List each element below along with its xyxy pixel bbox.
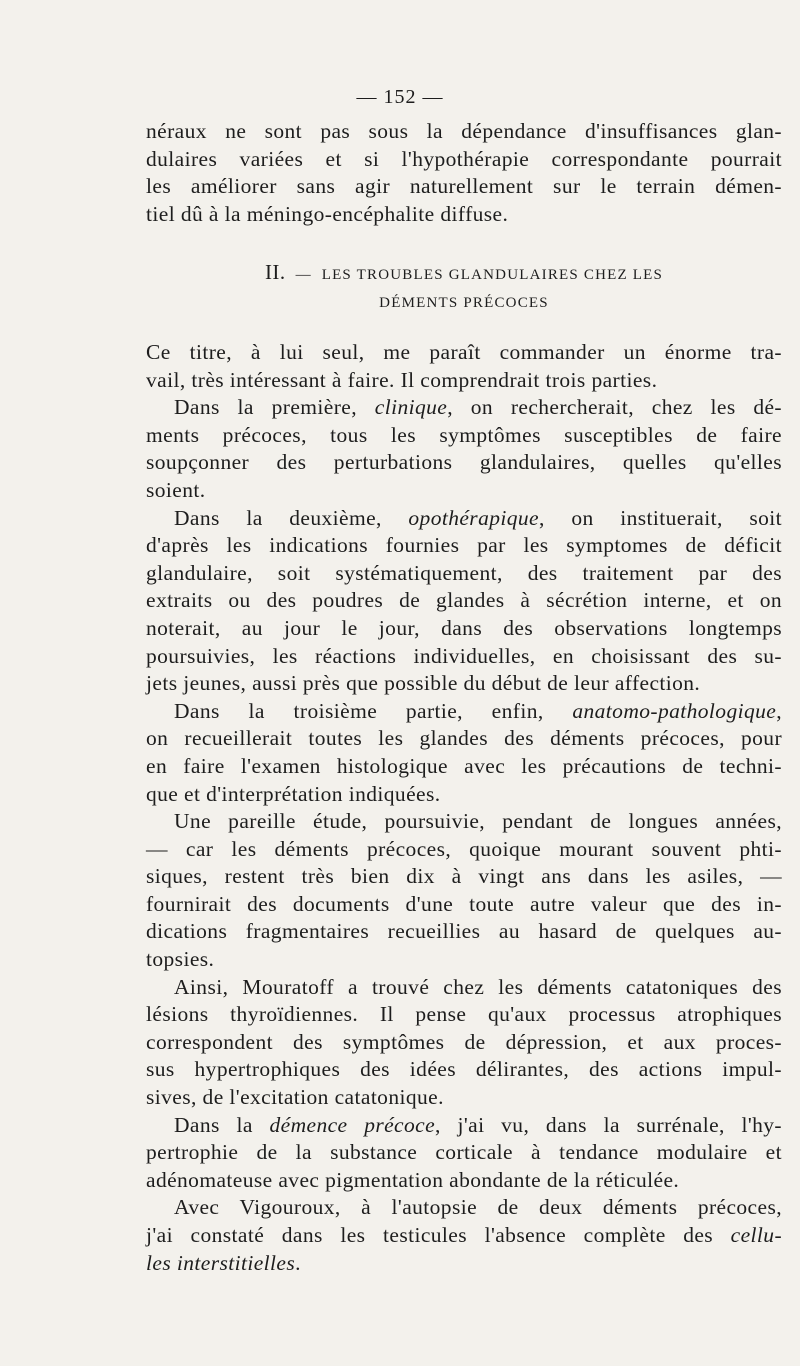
text-line (146, 753, 782, 781)
text-run: Dans la deuxième, (174, 505, 409, 530)
text-line (146, 1112, 782, 1140)
section-title-line-2: DÉMENTS PRÉCOCES (379, 295, 549, 311)
intro-paragraph (146, 118, 782, 228)
text-line (146, 946, 782, 974)
italic-term: cellu- (730, 1223, 782, 1247)
text-line (146, 367, 782, 395)
text-line (146, 339, 782, 367)
section-title-line-1: LES TROUBLES GLANDULAIRES CHEZ LES (321, 267, 664, 283)
text-run: sus hypertrophiques des idées délirantes, des actions impul- (146, 1057, 782, 1082)
text-line (146, 918, 782, 946)
section-heading-line-2 (146, 288, 782, 318)
text-run: pertrophie de la substance corticale à tendance modulaire et (146, 1140, 782, 1165)
text-run: ments précoces, tous les symptômes susceptibles de faire (146, 422, 782, 447)
text-line (146, 560, 782, 588)
text-line (146, 394, 782, 422)
text-run: d'après les indications fournies par les symptomes de déficit (146, 533, 782, 558)
text-run: , on rechercherait, chez les dé- (447, 395, 782, 420)
text-line (146, 781, 782, 809)
text-run: correspondent des symptômes de dépression, et aux proces- (146, 1029, 782, 1054)
text-run: lésions thyroïdiennes. Il pense qu'aux processus atrophiques (146, 1002, 782, 1027)
text-run: Ce titre, à lui seul, me paraît commander un énorme tra- (146, 340, 782, 364)
text-line (146, 449, 782, 477)
section-heading-line-1 (146, 256, 782, 288)
text-line (146, 725, 782, 753)
text-run: Dans la troisième partie, enfin, (174, 698, 573, 723)
text-run: siques, restent très bien dix à vingt ans dans les asiles, — (146, 864, 782, 889)
text-run: dications fragmentaires recueillies au hasard de quelques au- (146, 919, 782, 944)
text-line (146, 1167, 782, 1195)
text-run: extraits ou des poudres de glandes à sécrétion interne, et on (146, 588, 782, 613)
section-dash: — (295, 267, 312, 283)
text-line (146, 1139, 782, 1167)
text-line (146, 643, 782, 671)
text-line (146, 1029, 782, 1057)
text-run: , on instituerait, soit (539, 505, 782, 530)
text-line (146, 1001, 782, 1029)
text-line (146, 505, 782, 533)
text-run: , j'ai vu, dans la surrénale, l'hy- (435, 1112, 782, 1137)
text-run: , (776, 698, 782, 723)
body-text (146, 339, 782, 1277)
text-line (146, 532, 782, 560)
text-line (146, 1250, 782, 1278)
text-line (146, 1056, 782, 1084)
text-run: poursuivies, les réactions individuelles, en choisissant des su- (146, 643, 782, 668)
text-line: dulaires variées et si l'hypothérapie correspondante pourrait (146, 146, 782, 171)
text-run: Dans la première, (174, 395, 375, 420)
text-line (146, 808, 782, 836)
text-run: sives, de l'excitation catatonique. (146, 1085, 444, 1110)
italic-term: clinique (374, 395, 448, 420)
text-run: vail, très intéressant à faire. Il comprendrait trois parties. (146, 367, 658, 392)
text-line: tiel dû à la méningo-encéphalite diffuse. (146, 201, 509, 226)
text-run: Avec Vigouroux, à l'autopsie de deux déments précoces, (174, 1195, 782, 1220)
text-run: Dans la (174, 1112, 270, 1137)
section-numeral: II. (264, 260, 286, 284)
text-run: on recueillerait toutes les glandes des déments précoces, pour (146, 726, 782, 751)
text-run: fournirait des documents d'une toute autre valeur que des in- (146, 891, 782, 916)
text-line (146, 974, 782, 1002)
text-line (146, 836, 782, 864)
text-run: Une pareille étude, poursuivie, pendant de longues années, (174, 809, 782, 834)
text-line (146, 670, 782, 698)
italic-term: les interstitielles (146, 1250, 296, 1275)
text-line: néraux ne sont pas sous la dépendance d'insuffisances glan- (146, 119, 782, 143)
text-line (146, 477, 782, 505)
text-run: que et d'interprétation indiquées. (146, 781, 441, 806)
text-run: soient. (146, 477, 206, 502)
italic-term: anatomo-pathologique (572, 698, 777, 723)
text-run: en faire l'examen histologique avec les précautions de techni- (146, 753, 782, 778)
text-run: noterait, au jour le jour, dans des observations longtemps (146, 615, 782, 640)
text-line (146, 615, 782, 643)
text-line (146, 1084, 782, 1112)
text-line: les améliorer sans agir naturellement sur le terrain démen- (146, 174, 782, 199)
text-run: soupçonner des perturbations glandulaires, quelles qu'elles (146, 450, 782, 475)
text-run: . (295, 1250, 301, 1275)
text-run: glandulaire, soit systématiquement, des traitement par des (146, 560, 782, 585)
page-number: — 152 — (356, 86, 444, 108)
text-line (146, 698, 782, 726)
text-run: jets jeunes, aussi près que possible du début de leur affection. (146, 671, 701, 696)
section-heading (146, 256, 782, 318)
text-run: — car les déments précoces, quoique mourant souvent phti- (146, 836, 782, 861)
text-run: Ainsi, Mouratoff a trouvé chez les déments catatoniques des (174, 974, 782, 999)
text-line (146, 1194, 782, 1222)
text-line (146, 863, 782, 891)
italic-term: démence précoce (269, 1112, 436, 1137)
text-run: topsies. (146, 947, 215, 972)
text-line (146, 587, 782, 615)
text-line (146, 891, 782, 919)
text-run: j'ai constaté dans les testicules l'absence complète des (146, 1223, 731, 1247)
text-line (146, 1222, 782, 1250)
text-line (146, 422, 782, 450)
text-run: adénomateuse avec pigmentation abondante de la réticulée. (146, 1167, 680, 1192)
italic-term: opothérapique (408, 505, 539, 530)
